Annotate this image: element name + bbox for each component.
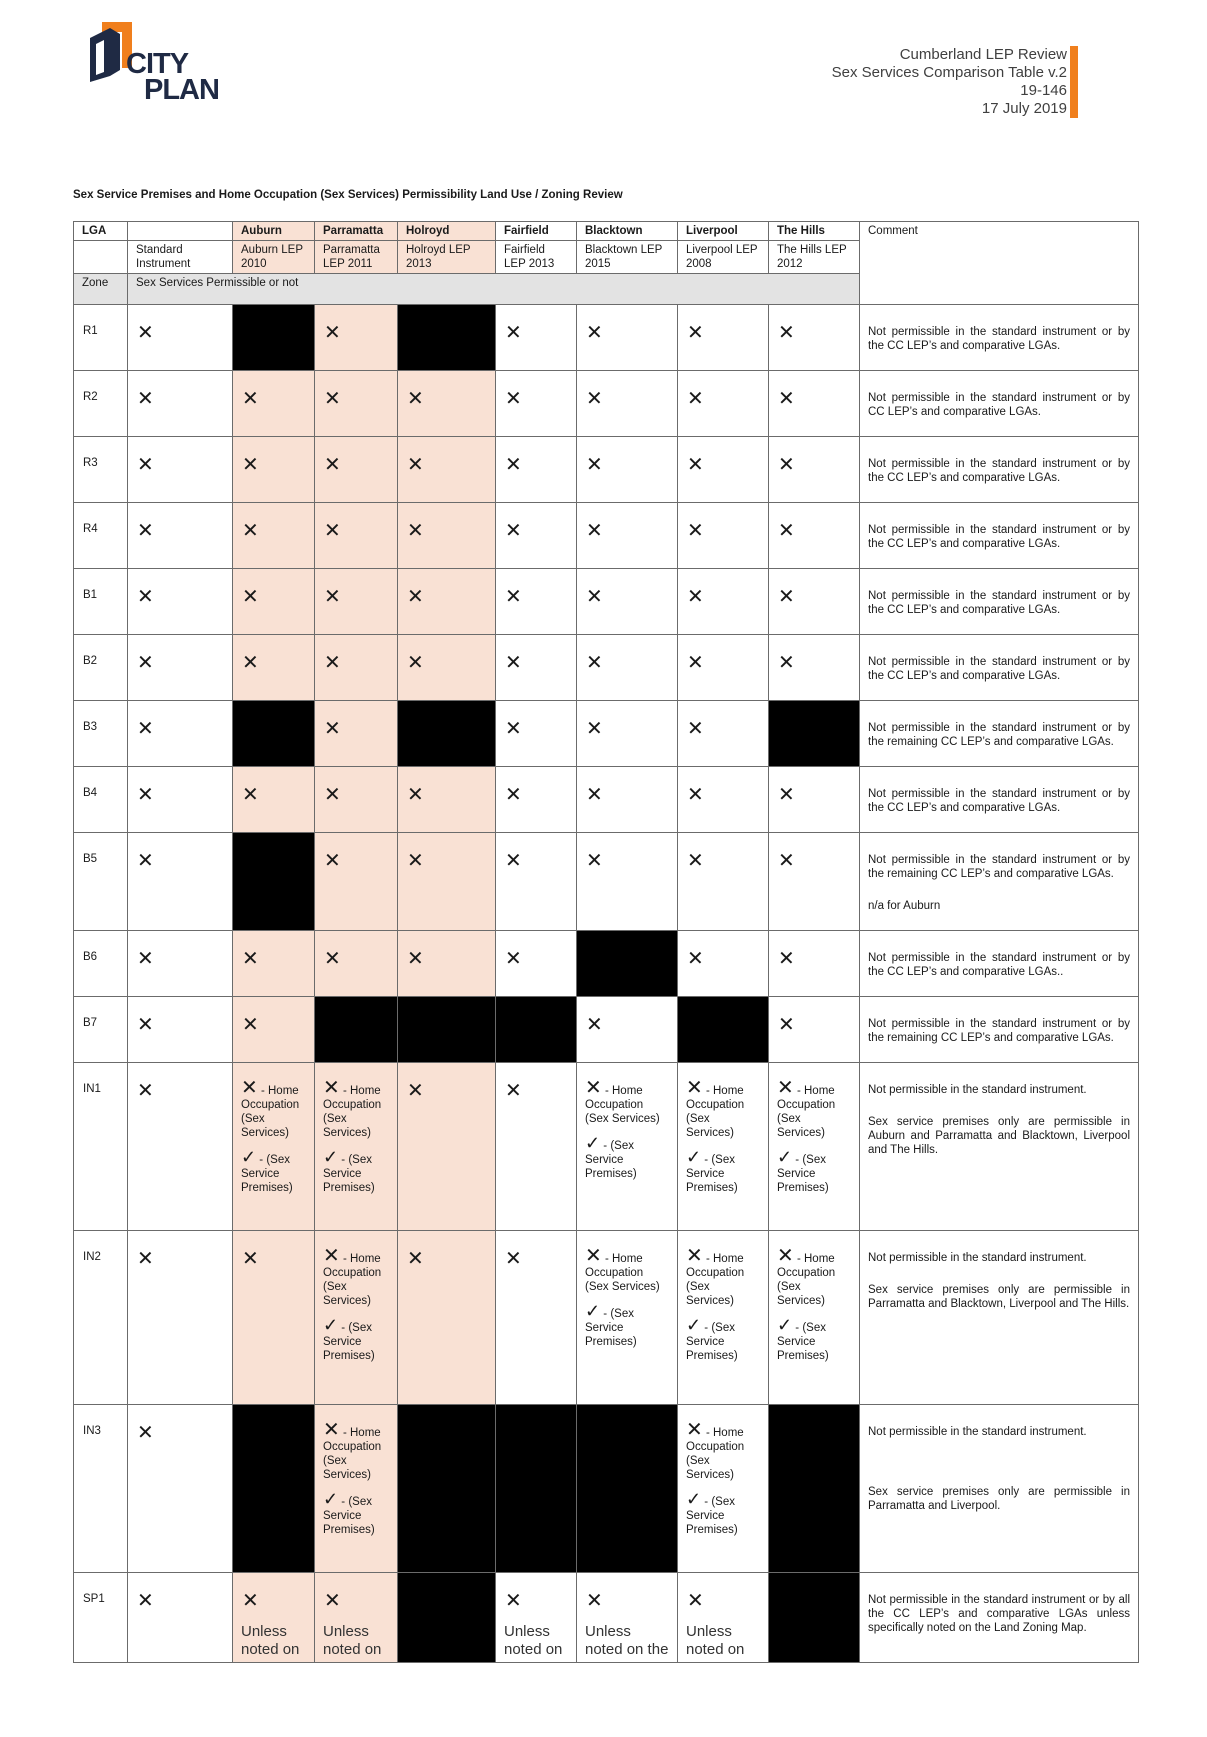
cross-icon: ✕ [586,784,603,806]
instrument-blacktown: Blacktown LEP 2015 [577,241,678,274]
table-row: B4 ✕ ✕ ✕ ✕ ✕ ✕ ✕ ✕ Not permissible in the standard instrument or by the CC LEP’s and comparative LGAs. [74,767,1139,833]
cross-icon: ✕ [586,520,603,542]
comment-cell: Not permissible in the standard instrument or by the CC LEP’s and comparative LGAs. [860,305,1139,371]
na-cell [398,1573,496,1663]
check-icon: ✓ [686,1489,702,1509]
cross-icon: ✕ [586,1590,603,1612]
cross-icon: ✕ [241,1077,258,1099]
table-row: R3 ✕ ✕ ✕ ✕ ✕ ✕ ✕ ✕ Not permissible in the standard instrument or by the CC LEP’s and comparative LGAs. [74,437,1139,503]
cross-icon: ✕ [324,652,341,674]
table-row: B1 ✕ ✕ ✕ ✕ ✕ ✕ ✕ ✕ Not permissible in the standard instrument or by the CC LEP’s and comparative LGAs. [74,569,1139,635]
cross-icon: ✕ [242,652,259,674]
cross-icon: ✕ [687,586,704,608]
cross-icon: ✕ [505,1080,522,1102]
table-row: R2 ✕ ✕ ✕ ✕ ✕ ✕ ✕ ✕ Not permissible in the standard instrument or by CC LEP’s and comparative LGAs. [74,371,1139,437]
check-icon: ✓ [323,1315,339,1335]
cross-icon: ✕ [778,784,795,806]
cross-icon: ✕ [586,388,603,410]
cross-icon: ✕ [137,652,154,674]
cross-icon: ✕ [505,850,522,872]
table-row: IN3 ✕ ✕ - Home Occupation (Sex Services) ✓ - (Sex Service Premises) ✕ - Home Occupation (Sex Services) ✓ - (Sex Service Premises) Not permissible in the standard instrument. Sex service premises only are permissible in Parramatta and Liverpool. [74,1405,1139,1573]
cross-icon: ✕ [137,784,154,806]
na-cell [315,997,398,1063]
header-doc-number: 19-146 [1020,82,1067,99]
check-icon: ✓ [777,1315,793,1335]
cross-icon: ✕ [242,1248,259,1270]
cross-icon: ✕ [324,388,341,410]
check-icon: ✓ [323,1147,339,1167]
check-icon: ✓ [585,1301,601,1321]
na-cell [769,701,860,767]
cross-icon: ✕ [586,850,603,872]
table-row: B6 ✕ ✕ ✕ ✕ ✕ ✕ ✕ Not permissible in the standard instrument or by the CC LEP’s and comparative LGAs.. [74,931,1139,997]
table-row: IN1 ✕ ✕ - Home Occupation (Sex Services) ✓ - (Sex Service Premises) ✕ - Home Occupation (Sex Services) ✓ - (Sex Service Premises) ✕ ✕ ✕ - Home Occupation (Sex Services) ✓ - (Sex Service Premises) ✕ - Home Occupation (Sex Services) ✓ - (Sex Service Premises) ✕ - Home Occupation (Sex Services) ✓ - (Sex Service Premises) Not permissible in the standard instrument. Sex service premises only are permissible in Auburn and Parramatta and Blacktown, Liverpool and The Hills. [74,1063,1139,1231]
table-row: B3 ✕ ✕ ✕ ✕ ✕ Not permissible in the standard instrument or by the remaining CC LEP’s and comparative LGAs. [74,701,1139,767]
cross-icon: ✕ [242,784,259,806]
cross-icon: ✕ [778,454,795,476]
zone-description: Sex Services Permissible or not [128,274,860,305]
instrument-standard: Standard Instrument [128,241,233,274]
na-cell [398,305,496,371]
zone-cell: R1 [74,305,128,371]
na-cell [496,997,577,1063]
cross-icon: ✕ [778,652,795,674]
cross-icon: ✕ [586,718,603,740]
cross-icon: ✕ [505,784,522,806]
cross-icon: ✕ [324,850,341,872]
cross-icon: ✕ [242,948,259,970]
header-auburn: Auburn [233,222,315,241]
cross-icon: ✕ [324,1590,341,1612]
cross-icon: ✕ [242,1014,259,1036]
cross-icon: ✕ [777,1245,794,1267]
cross-icon: ✕ [687,652,704,674]
cross-icon: ✕ [407,1248,424,1270]
cross-icon: ✕ [687,1590,704,1612]
header-parramatta: Parramatta [315,222,398,241]
instrument-auburn: Auburn LEP 2010 [233,241,315,274]
cross-icon: ✕ [505,718,522,740]
table-row: B7 ✕ ✕ ✕ ✕ Not permissible in the standard instrument or by the remaining CC LEP’s and comparative LGAs. [74,997,1139,1063]
header-date: 17 July 2019 [981,100,1067,117]
table-row: SP1 ✕ ✕ Unless noted on ✕ Unless noted on ✕ Unless noted on ✕ Unless noted on the ✕ Unless noted on Not permissible in the standard instrument or by all the CC LEP’s and comparative LGAs unless specifically noted on the Land Zoning Map. [74,1573,1139,1663]
instrument-blank [74,241,128,274]
cross-icon: ✕ [242,454,259,476]
cross-icon: ✕ [242,1590,259,1612]
cross-icon: ✕ [324,322,341,344]
cross-icon: ✕ [687,850,704,872]
cross-icon: ✕ [586,586,603,608]
na-cell [398,1405,496,1573]
cross-icon: ✕ [137,1248,154,1270]
header-accent-bar [1070,46,1078,118]
instrument-holroyd: Holroyd LEP 2013 [398,241,496,274]
cross-icon: ✕ [137,1590,154,1612]
cross-icon: ✕ [586,1014,603,1036]
table-row: B2 ✕ ✕ ✕ ✕ ✕ ✕ ✕ ✕ Not permissible in the standard instrument or by the CC LEP’s and comparative LGAs. [74,635,1139,701]
cross-icon: ✕ [778,850,795,872]
header-blacktown: Blacktown [577,222,678,241]
cross-icon: ✕ [778,1014,795,1036]
na-cell [398,997,496,1063]
cross-icon: ✕ [505,520,522,542]
cross-icon: ✕ [137,948,154,970]
document-title: Sex Service Premises and Home Occupation (Sex Services) Permissibility Land Use / Zoning Review [73,189,623,201]
cross-icon: ✕ [137,1014,154,1036]
cross-icon: ✕ [324,718,341,740]
na-cell [769,1573,860,1663]
cross-icon: ✕ [137,1080,154,1102]
na-cell [678,997,769,1063]
cross-icon: ✕ [505,388,522,410]
cross-icon: ✕ [687,718,704,740]
cross-icon: ✕ [407,520,424,542]
cross-icon: ✕ [407,652,424,674]
check-icon: ✓ [323,1489,339,1509]
cross-icon: ✕ [585,1077,602,1099]
cross-icon: ✕ [242,388,259,410]
cross-icon: ✕ [505,586,522,608]
cross-icon: ✕ [324,454,341,476]
instrument-parramatta: Parramatta LEP 2011 [315,241,398,274]
cross-icon: ✕ [505,1590,522,1612]
na-cell [233,305,315,371]
cross-icon: ✕ [586,322,603,344]
permissibility-table [73,221,1139,1663]
cross-icon: ✕ [323,1419,340,1441]
cross-icon: ✕ [407,454,424,476]
cross-icon: ✕ [137,586,154,608]
check-icon: ✓ [686,1147,702,1167]
cross-icon: ✕ [407,388,424,410]
table-row: B5 ✕ ✕ ✕ ✕ ✕ ✕ ✕ Not permissible in the standard instrument or by the remaining CC LEP’s and comparative LGAs. n/a for Auburn [74,833,1139,931]
na-cell [233,1405,315,1573]
na-cell [233,701,315,767]
cross-icon: ✕ [505,1248,522,1270]
cross-icon: ✕ [778,520,795,542]
na-cell [233,833,315,931]
check-icon: ✓ [585,1133,601,1153]
na-cell [398,701,496,767]
document-header [832,46,1067,118]
cross-icon: ✕ [687,322,704,344]
header-row-lga [74,222,1139,241]
cross-icon: ✕ [242,586,259,608]
cross-icon: ✕ [687,948,704,970]
cross-icon: ✕ [323,1077,340,1099]
cross-icon: ✕ [324,784,341,806]
cross-icon: ✕ [505,322,522,344]
cross-icon: ✕ [407,784,424,806]
cross-icon: ✕ [778,586,795,608]
cross-icon: ✕ [137,850,154,872]
na-cell [496,1405,577,1573]
cross-icon: ✕ [687,454,704,476]
cross-icon: ✕ [687,784,704,806]
header-lga: LGA [74,222,128,241]
cross-icon: ✕ [137,322,154,344]
instrument-the-hills: The Hills LEP 2012 [769,241,860,274]
cross-icon: ✕ [778,948,795,970]
cross-icon: ✕ [137,1422,154,1444]
na-cell [577,1405,678,1573]
na-cell [577,931,678,997]
cross-icon: ✕ [686,1077,703,1099]
cross-icon: ✕ [407,850,424,872]
header-doc-name: Sex Services Comparison Table v.2 [831,64,1067,81]
cross-icon: ✕ [505,948,522,970]
cross-icon: ✕ [687,520,704,542]
cross-icon: ✕ [586,652,603,674]
cross-icon: ✕ [137,718,154,740]
cross-icon: ✕ [505,652,522,674]
table-row [74,305,1139,371]
header-the-hills: The Hills [769,222,860,241]
cross-icon: ✕ [137,388,154,410]
cross-icon: ✕ [778,388,795,410]
cross-icon: ✕ [777,1077,794,1099]
cross-icon: ✕ [687,388,704,410]
cross-icon: ✕ [686,1245,703,1267]
cross-icon: ✕ [586,454,603,476]
header-holroyd: Holroyd [398,222,496,241]
header-comment: Comment [860,222,1139,305]
cross-icon: ✕ [137,454,154,476]
cross-icon: ✕ [585,1245,602,1267]
header-project: Cumberland LEP Review [899,46,1067,63]
check-icon: ✓ [686,1315,702,1335]
cross-icon: ✕ [686,1419,703,1441]
zone-label: Zone [74,274,128,305]
cross-icon: ✕ [137,520,154,542]
cross-icon: ✕ [407,586,424,608]
logo-word-city: CITY [126,48,189,80]
cross-icon: ✕ [778,322,795,344]
cross-icon: ✕ [407,948,424,970]
table-row: IN2 ✕ ✕ ✕ - Home Occupation (Sex Services) ✓ - (Sex Service Premises) ✕ ✕ ✕ - Home Occupation (Sex Services) ✓ - (Sex Service Premises) ✕ - Home Occupation (Sex Services) ✓ - (Sex Service Premises) ✕ - Home Occupation (Sex Services) ✓ - (Sex Service Premises) Not permissible in the standard instrument. Sex service premises only are permissible in Parramatta and Blacktown, Liverpool and The Hills. [74,1231,1139,1405]
cross-icon: ✕ [407,1080,424,1102]
table-row: R4 ✕ ✕ ✕ ✕ ✕ ✕ ✕ ✕ Not permissible in the standard instrument or by the CC LEP’s and comparative LGAs. [74,503,1139,569]
cross-icon: ✕ [324,520,341,542]
check-icon: ✓ [777,1147,793,1167]
na-cell [769,1405,860,1573]
check-icon: ✓ [241,1147,257,1167]
cross-icon: ✕ [242,520,259,542]
cross-icon: ✕ [323,1245,340,1267]
logo-word-plan: PLAN [144,74,219,106]
header-liverpool: Liverpool [678,222,769,241]
header-fairfield: Fairfield [496,222,577,241]
instrument-liverpool: Liverpool LEP 2008 [678,241,769,274]
cross-icon: ✕ [505,454,522,476]
header-blank [128,222,233,241]
instrument-fairfield: Fairfield LEP 2013 [496,241,577,274]
cross-icon: ✕ [324,586,341,608]
standard-cell [128,305,233,371]
cross-icon: ✕ [324,948,341,970]
city-plan-logo [88,18,258,108]
